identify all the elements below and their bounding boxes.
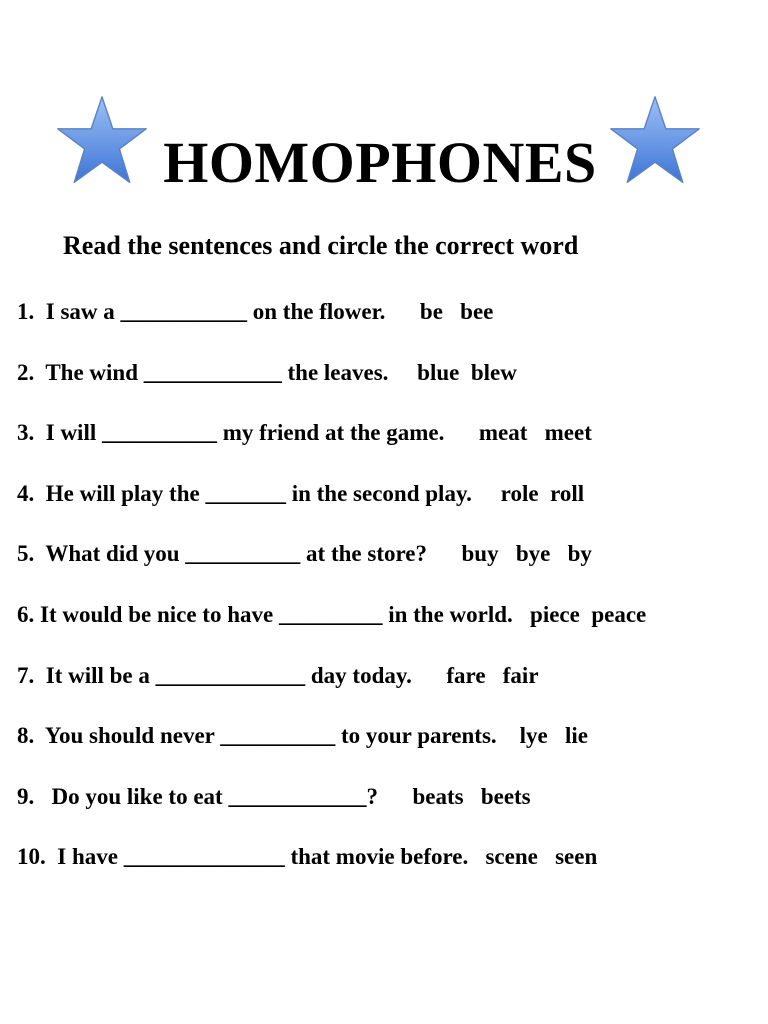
question-4: 4. He will play the _______ in the second play. role roll	[17, 480, 585, 506]
star-icon-right	[608, 93, 702, 189]
worksheet-instructions: Read the sentences and circle the correct word	[63, 231, 579, 260]
question-10: 10. I have ______________ that movie before. scene seen	[17, 844, 598, 870]
question-list	[17, 294, 757, 900]
question-3: 3. I will __________ my friend at the game. meat meet	[17, 420, 592, 446]
question-1: 1. I saw a ___________ on the flower. be bee	[17, 299, 494, 324]
question-2: 2. The wind ____________ the leaves. blue blew	[17, 359, 517, 385]
question-5: 5. What did you __________ at the store? buy bye by	[17, 541, 592, 567]
question-8: 8. You should never __________ to your parents. lye lie	[17, 723, 588, 749]
question-6: 6. It would be nice to have _________ in the world. piece peace	[17, 601, 647, 627]
question-9: 9. Do you like to eat ____________? beats beets	[17, 783, 531, 809]
question-7: 7. It will be a _____________ day today. fare fair	[17, 662, 539, 688]
worksheet-title: HOMOPHONES	[163, 130, 597, 195]
